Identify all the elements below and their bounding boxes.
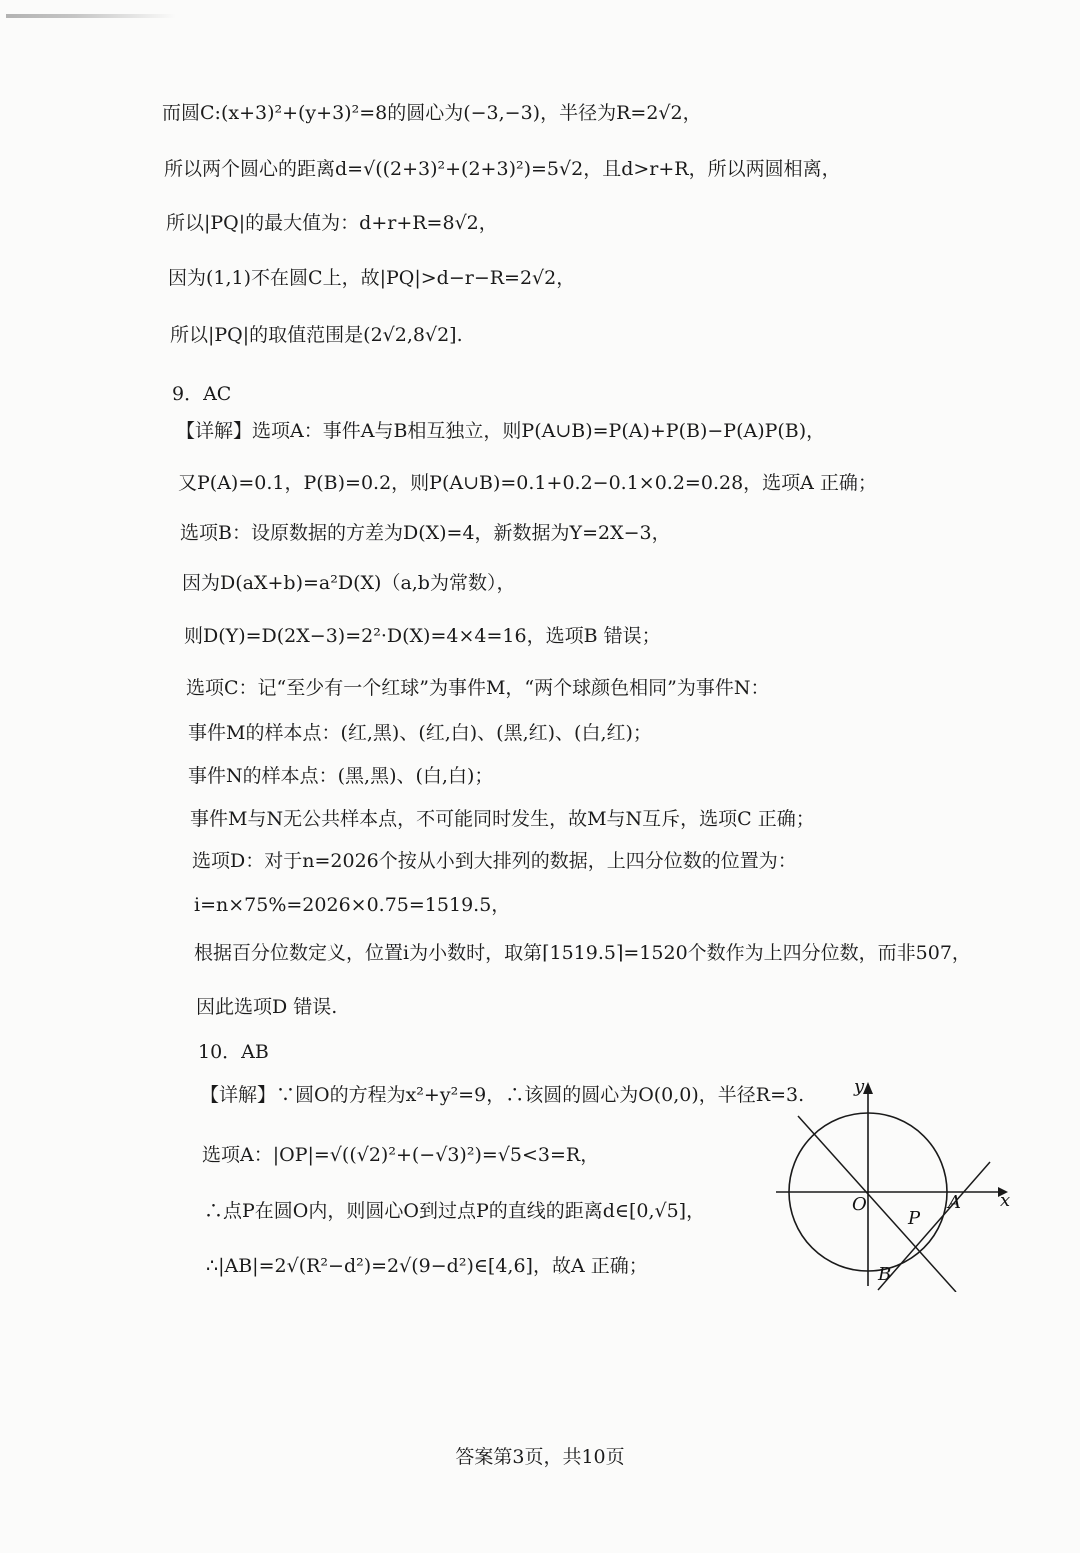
q9-option-c-line-1: 选项C：记“至少有一个红球”为事件M，“两个球颜色相同”为事件N：	[186, 677, 770, 699]
q9-option-c-line-4: 事件M与N无公共样本点，不可能同时发生，故M与N互斥，选项C 正确；	[190, 808, 815, 830]
q9-option-c-line-2: 事件M的样本点：(红,黑)、(红,白)、(黑,红)、(白,红)；	[188, 722, 652, 744]
label-y: y	[854, 1076, 865, 1097]
label-point-b: B	[878, 1264, 892, 1285]
q10-option-a-line-3: ∴|AB|=2√(R²−d²)=2√(9−d²)∈[4,6]，故A 正确；	[206, 1255, 648, 1277]
q10-detail-line-1: 【详解】∵圆O的方程为x²+y²=9，∴该圆的圆心为O(0,0)，半径R=3.	[200, 1084, 805, 1106]
q9-option-c-line-3: 事件N的样本点：(黑,黑)、(白,白)；	[188, 765, 494, 787]
q9-option-d-line-3: 根据百分位数定义，位置i为小数时，取第⌈1519.5⌉=1520个数作为上四分位数，而非507，	[194, 942, 971, 964]
line-through-p-1	[798, 1116, 956, 1292]
q9-option-a-line-1: 【详解】选项A：事件A与B相互独立，则P(A∪B)=P(A)+P(B)−P(A)P(B)，	[176, 420, 826, 442]
text-line-5: 所以|PQ|的取值范围是(2√2,8√2].	[170, 324, 463, 346]
scan-artifact	[6, 14, 176, 18]
label-x: x	[1000, 1190, 1011, 1211]
q9-option-d-line-2: i=n×75%=2026×0.75=1519.5，	[194, 894, 511, 916]
line-ab	[878, 1162, 990, 1290]
q10-option-a-line-2: ∴点P在圆O内，则圆心O到过点P的直线的距离d∈[0,√5]，	[204, 1200, 706, 1222]
q9-option-d-line-4: 因此选项D 错误.	[196, 996, 338, 1018]
label-origin: O	[852, 1194, 867, 1215]
text-line-4: 因为(1,1)不在圆C上，故|PQ|>d−r−R=2√2，	[168, 267, 576, 289]
text-line-3: 所以|PQ|的最大值为：d+r+R=8√2，	[166, 212, 498, 234]
question-10-header: 10．AB	[198, 1041, 269, 1063]
q9-option-b-line-1: 选项B：设原数据的方差为D(X)=4，新数据为Y=2X−3，	[180, 522, 671, 544]
q9-option-d-line-1: 选项D：对于n=2026个按从小到大排列的数据，上四分位数的位置为：	[192, 850, 797, 872]
q9-option-a-line-2: 又P(A)=0.1，P(B)=0.2，则P(A∪B)=0.1+0.2−0.1×0.2=0.28，选项A 正确；	[178, 472, 877, 494]
text-line-2: 所以两个圆心的距离d=√((2+3)²+(2+3)²)=5√2，且d>r+R，所以两圆相离，	[164, 158, 841, 180]
page-footer: 答案第3页，共10页	[455, 1446, 625, 1468]
q9-option-b-line-2: 因为D(aX+b)=a²D(X)（a,b为常数），	[182, 572, 516, 594]
label-point-a: A	[948, 1192, 961, 1213]
circle-diagram	[770, 1072, 1020, 1292]
text-line-1: 而圆C:(x+3)²+(y+3)²=8的圆心为(−3,−3)，半径为R=2√2，	[162, 102, 702, 124]
q10-option-a-line-1: 选项A：|OP|=√((√2)²+(−√3)²)=√5<3=R，	[202, 1144, 600, 1166]
label-point-p: P	[908, 1208, 921, 1229]
y-axis-arrow	[863, 1082, 873, 1094]
q9-option-b-line-3: 则D(Y)=D(2X−3)=2²·D(X)=4×4=16，选项B 错误；	[184, 625, 661, 647]
question-9-header: 9．AC	[172, 383, 232, 405]
